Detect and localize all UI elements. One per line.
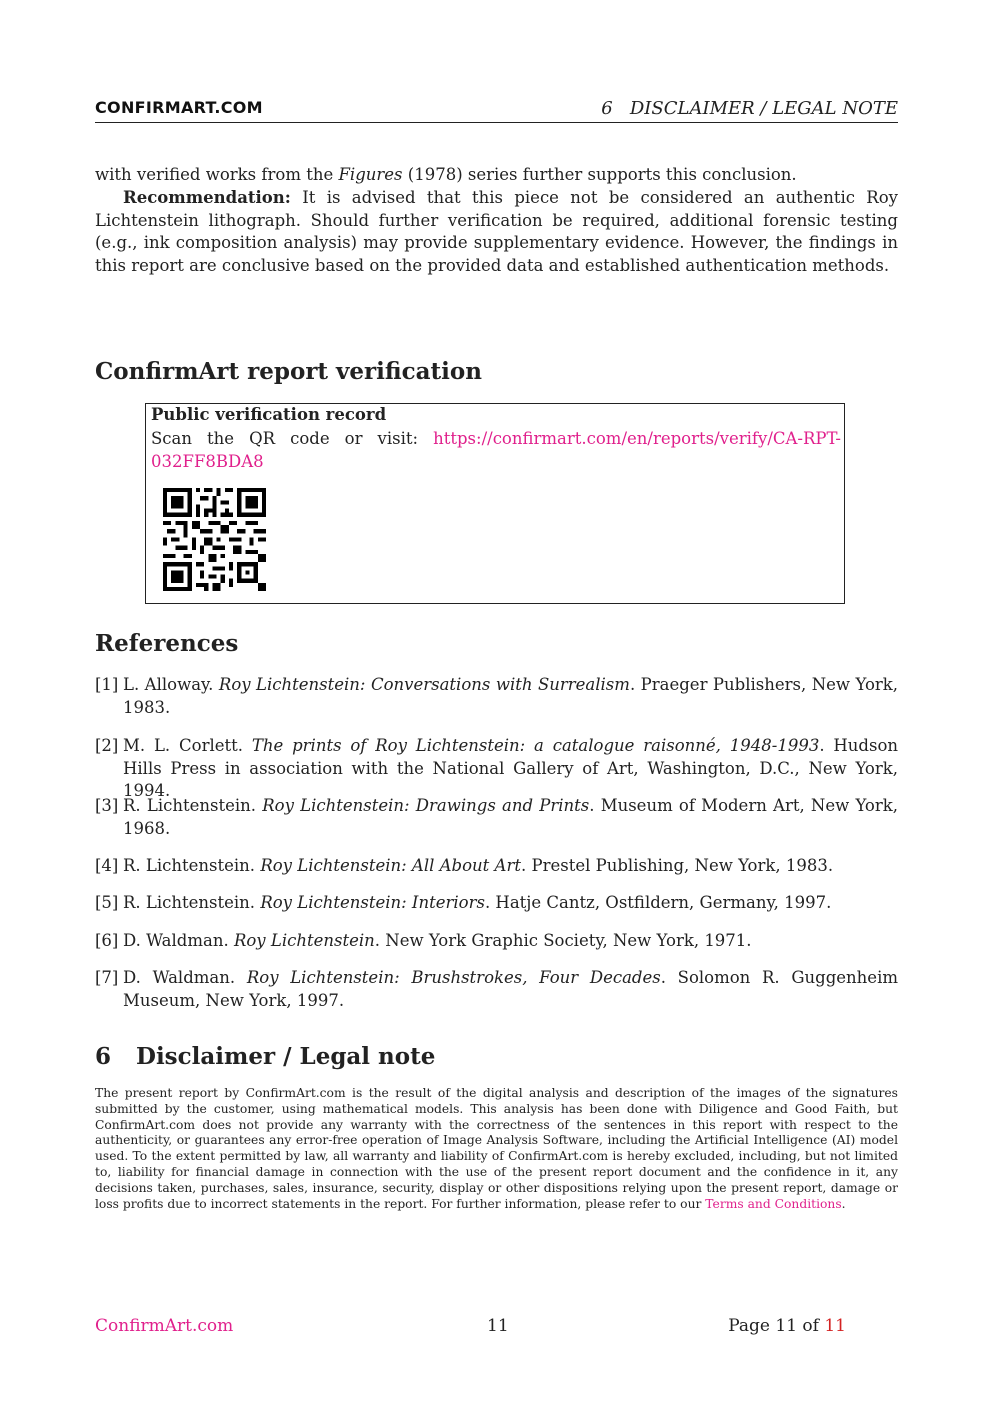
recommendation-label: Recommendation:: [123, 188, 291, 207]
scan-text: Scan the QR code or visit:: [151, 429, 434, 448]
recommendation-paragraph: [95, 187, 898, 277]
reference-authors: D. Waldman.: [123, 931, 229, 950]
reference-publisher: . Prestel Publishing, New York, 1983.: [521, 856, 834, 875]
reference-label: [3]: [95, 796, 119, 815]
recommendation-text: It is advised that this piece not be considered an authentic Roy Lichtenstein lithograph. Should further verification be required, additional forensic testing (e.g., ink composition analysis) may provide supplementary evidence. However, the findings in this report are conclusive based on the provided data and established authentication methods.: [95, 188, 898, 275]
reference-title: Roy Lichtenstein: Conversations with Surrealism: [218, 675, 630, 694]
qr-code-icon[interactable]: [163, 488, 266, 591]
header-section-title: DISCLAIMER / LEGAL NOTE: [629, 98, 898, 119]
terms-link[interactable]: Terms and Conditions: [705, 1196, 842, 1211]
footer-page-count: [728, 1316, 846, 1336]
disclaimer-end: .: [841, 1196, 846, 1211]
disclaimer-heading: [95, 1043, 435, 1070]
disclaimer-text: [95, 1086, 898, 1212]
reference-authors: L. Alloway.: [123, 675, 214, 694]
reference-label: [5]: [95, 893, 119, 912]
reference-publisher: . New York Graphic Society, New York, 1971.: [374, 931, 752, 950]
footer-page-number: 11: [487, 1316, 509, 1336]
reference-publisher: . Hudson Hills Press in association with the National Gallery of Art, Washington, D.C., New York, 1994.: [123, 736, 899, 800]
reference-title: Roy Lichtenstein: Brushstrokes, Four Decades: [246, 968, 661, 987]
reference-item: [95, 674, 898, 719]
disclaimer-title: Disclaimer / Legal note: [136, 1043, 436, 1070]
reference-item: [95, 892, 898, 915]
verification-heading: ConfirmArt report verification: [95, 358, 482, 385]
references-heading: References: [95, 630, 239, 657]
disclaimer-body: The present report by ConfirmArt.com is the result of the digital analysis and description of the images of the signatures submitted by the customer, using mathematical models. This analysis has been done with Diligence and Good Faith, but ConfirmArt.com does not provide any warranty with the correctness of the sentences in this report with respect to the authenticity, or guarantees any error-free operation of Image Analysis Software, including the Artificial Intelligence (AI) model used. To the extent permitted by law, all warranty and liability of ConfirmArt.com is hereby excluded, including, but not limited to, liability for financial damage in connection with the use of the present report document and the confidence in it, any decisions taken, purchases, sales, insurance, security, display or other dispositions relying upon the present report, damage or loss profits due to incorrect statements in the report. For further information, please refer to our: [95, 1086, 898, 1211]
reference-publisher: . Solomon R. Guggenheim Museum, New York, 1997.: [123, 968, 898, 1010]
header-rule: [95, 122, 898, 123]
reference-authors: R. Lichtenstein.: [123, 893, 256, 912]
reference-title: Roy Lichtenstein: Drawings and Prints: [262, 796, 590, 815]
footer-site-link[interactable]: ConfirmArt.com: [95, 1316, 234, 1336]
running-header: [601, 98, 898, 119]
reference-title: Roy Lichtenstein: [233, 931, 375, 950]
reference-label: [2]: [95, 736, 119, 755]
confirmart-logo: CONFIRMART.COM: [95, 98, 263, 117]
verification-link[interactable]: https://confirmart.com/en/reports/verify/CA-RPT-032FF8BDA8: [151, 429, 841, 471]
reference-item: [95, 855, 898, 878]
reference-title: The prints of Roy Lichtenstein: a catalogue raisonné, 1948-1993: [251, 736, 820, 755]
disclaimer-section-number: 6: [95, 1043, 112, 1070]
reference-authors: D. Waldman.: [123, 968, 236, 987]
reference-item: [95, 795, 898, 840]
verification-instructions: [151, 428, 841, 473]
p1-prefix: with verified works from the: [95, 165, 339, 184]
verification-box-title: Public verification record: [151, 405, 387, 424]
reference-item: [95, 735, 898, 803]
reference-publisher: . Museum of Modern Art, New York, 1968.: [123, 796, 898, 838]
page-prefix: Page 11 of: [728, 1316, 825, 1336]
verification-box: [145, 403, 845, 604]
p1-suffix: (1978) series further supports this conclusion.: [402, 165, 797, 184]
reference-title: Roy Lichtenstein: All About Art: [260, 856, 521, 875]
reference-item: [95, 930, 898, 953]
reference-publisher: . Hatje Cantz, Ostfildern, Germany, 1997.: [484, 893, 832, 912]
reference-label: [1]: [95, 675, 119, 694]
reference-label: [4]: [95, 856, 119, 875]
reference-authors: M. L. Corlett.: [123, 736, 244, 755]
header-section-number: 6: [601, 98, 613, 119]
reference-item: [95, 967, 898, 1012]
reference-label: [7]: [95, 968, 119, 987]
reference-title: Roy Lichtenstein: Interiors: [260, 893, 485, 912]
reference-authors: R. Lichtenstein.: [123, 796, 257, 815]
p1-italic: Figures: [338, 165, 403, 184]
reference-publisher: . Praeger Publishers, New York, 1983.: [123, 675, 899, 717]
reference-authors: R. Lichtenstein.: [123, 856, 256, 875]
reference-label: [6]: [95, 931, 119, 950]
page-total-link[interactable]: 11: [824, 1316, 846, 1336]
conclusion-paragraph: [95, 164, 898, 187]
